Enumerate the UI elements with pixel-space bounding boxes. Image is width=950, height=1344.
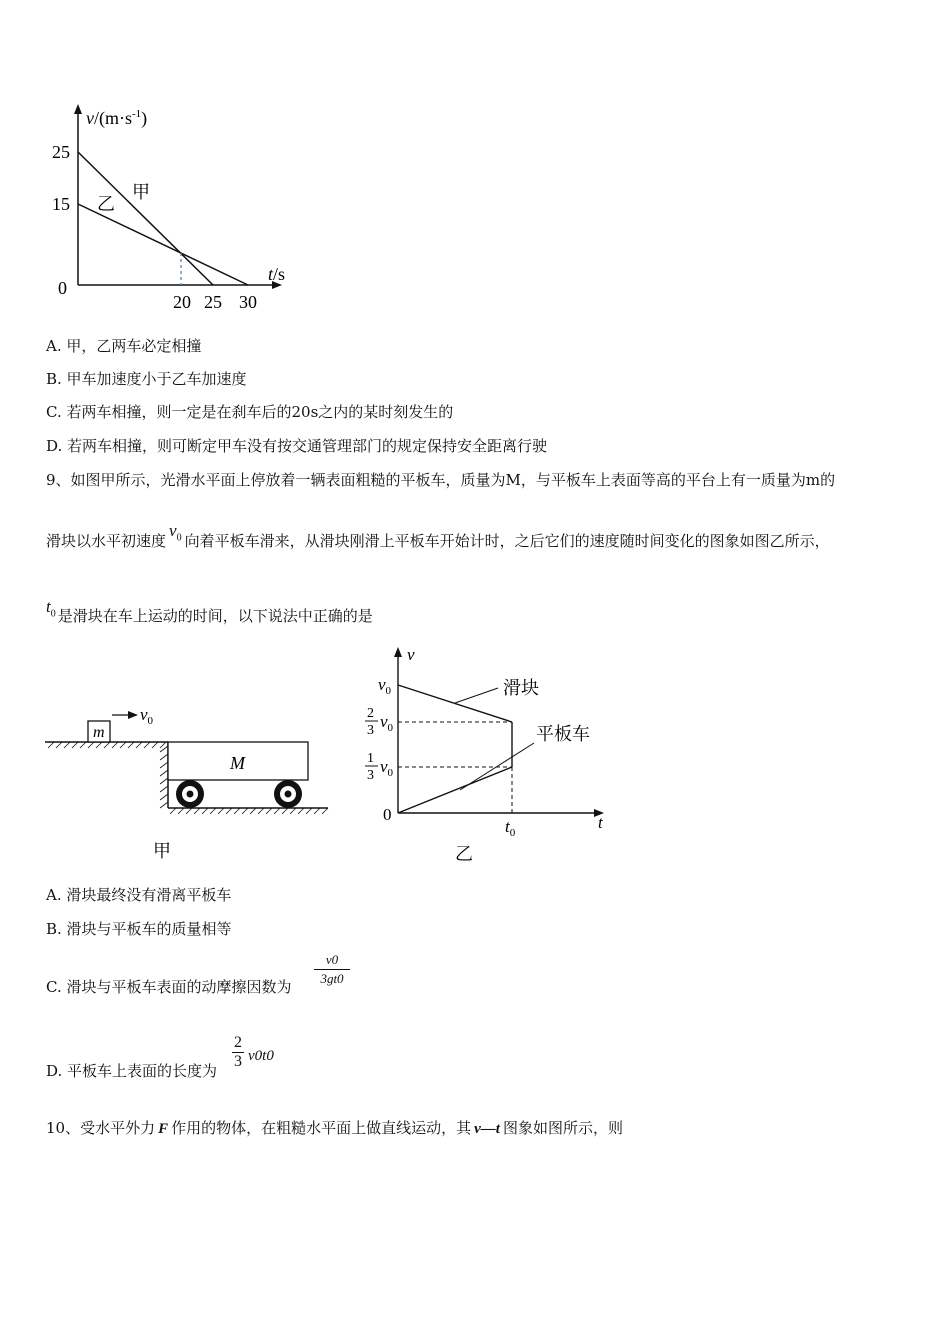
- fraction-numerator: v0: [314, 952, 350, 970]
- y-tick-15: 15: [52, 194, 70, 214]
- x-tick-30: 30: [239, 292, 257, 312]
- q9-option-c: [46, 976, 291, 997]
- wheel-right: [274, 780, 302, 808]
- wall-hatching: [160, 746, 168, 808]
- q8-option-a: A. 甲，乙两车必定相撞: [46, 337, 202, 355]
- series-slider-line: [398, 685, 512, 722]
- y-axis-arrow: [394, 647, 402, 657]
- y-tick-25: 25: [52, 142, 70, 162]
- svg-text:3: 3: [367, 723, 374, 738]
- figure-jia-caption: 甲: [153, 841, 171, 861]
- q9-t0-symbol: $t_0$: [46, 597, 56, 620]
- q9-v0-symbol: $v_0$: [169, 521, 182, 544]
- cart-label: 平板车: [536, 724, 590, 744]
- q10-vt-symbol: v—t: [474, 1121, 500, 1137]
- series-cart-line: [398, 767, 512, 813]
- svg-text:3: 3: [367, 768, 374, 783]
- q8-option-d: D. 若两车相撞，则可断定甲车没有按交通管理部门的规定保持安全距离行驶: [46, 437, 548, 455]
- q9-line3-post: 是滑块在车上运动的时间，以下说法中正确的是: [57, 607, 373, 625]
- x-axis-label: t/s: [268, 264, 286, 284]
- fraction-denominator: 3: [234, 1053, 242, 1070]
- q9-line2-post: 向着平板车滑来，从滑块刚滑上平板车开始计时，之后它们的速度随时间变化的图象如图乙所示，: [184, 532, 830, 550]
- q8-option-b: B. 甲车加速度小于乙车加速度: [46, 370, 247, 388]
- one-third-v0-tick-label: [365, 751, 394, 783]
- q9-stem-line2: [46, 521, 830, 553]
- graph-vt-jia-yi: [40, 100, 320, 320]
- slider-label: 滑块: [503, 678, 539, 698]
- series-yi-label: 乙: [97, 194, 115, 214]
- t0-tick-label: $t_0$: [505, 817, 516, 839]
- svg-text:v0: $v_0$: [380, 757, 394, 779]
- v0-tick-label: $v_0$: [378, 675, 392, 697]
- figure-yi-caption: 乙: [455, 844, 473, 864]
- x-axis-label: t: [598, 813, 603, 832]
- fraction-denominator: 3gt0: [320, 971, 344, 986]
- q9-option-a: A. 滑块最终没有滑离平板车: [46, 886, 232, 904]
- figure-yi-vt-graph: [350, 640, 620, 870]
- q9-option-c-fraction: [314, 952, 350, 987]
- slider-leader: [455, 688, 498, 703]
- y-axis-label: v: [407, 645, 415, 664]
- cart-M-label: M: [230, 753, 245, 773]
- q9-option-b: B. 滑块与平板车的质量相等: [46, 920, 232, 938]
- platform-hatching: [48, 742, 166, 748]
- q10-middle: 作用的物体，在粗糙水平面上做直线运动，其: [171, 1119, 472, 1137]
- q10-suffix: 图象如图所示，则: [502, 1119, 623, 1137]
- series-jia-line: [78, 152, 213, 285]
- y-axis-arrow: [74, 104, 82, 114]
- origin-label: 0: [58, 278, 67, 298]
- origin-label: 0: [383, 805, 392, 824]
- ground-hatching: [170, 808, 328, 814]
- figure-jia-cart: [40, 700, 340, 870]
- q9-stem-line3: [46, 597, 373, 628]
- x-tick-25: 25: [204, 292, 222, 312]
- fraction-numerator: 2: [234, 1034, 242, 1051]
- x-tick-20: 20: [173, 292, 191, 312]
- two-thirds-v0-tick-label: [365, 706, 394, 738]
- velocity-arrowhead: [128, 711, 138, 719]
- q10-prefix: 10、受水平外力: [46, 1119, 156, 1137]
- q10-force-symbol: F: [158, 1121, 169, 1137]
- svg-text:1: 1: [367, 751, 374, 766]
- q10-stem: [46, 1117, 623, 1138]
- q9-line2-pre: 滑块以水平初速度: [46, 532, 167, 550]
- q9-option-d: [46, 1060, 217, 1081]
- wheel-left: [176, 780, 204, 808]
- block-m-label: m: [93, 724, 105, 741]
- q9-option-d-fraction: [232, 1034, 244, 1071]
- q9-option-d-tail: v0t0: [248, 1048, 274, 1064]
- svg-text:v0: $v_0$: [380, 712, 394, 734]
- q8-option-c: C. 若两车相撞，则一定是在刹车后的20s之内的某时刻发生的: [46, 403, 454, 421]
- svg-text:2: 2: [367, 706, 374, 721]
- velocity-label: $v_0$: [140, 705, 154, 727]
- series-yi-line: [78, 204, 248, 285]
- series-jia-label: 甲: [132, 182, 150, 202]
- q9-option-d-text: D. 平板车上表面的长度为: [46, 1062, 218, 1080]
- q9-stem-line1: 9、如图甲所示，光滑水平面上停放着一辆表面粗糙的平板车，质量为M，与平板车上表面等高的平台上有一质量为m的: [46, 471, 836, 489]
- q9-option-c-text: C. 滑块与平板车表面的动摩擦因数为: [46, 978, 292, 996]
- y-axis-label: $v/(m\cdot s^{-1})$: [86, 108, 148, 128]
